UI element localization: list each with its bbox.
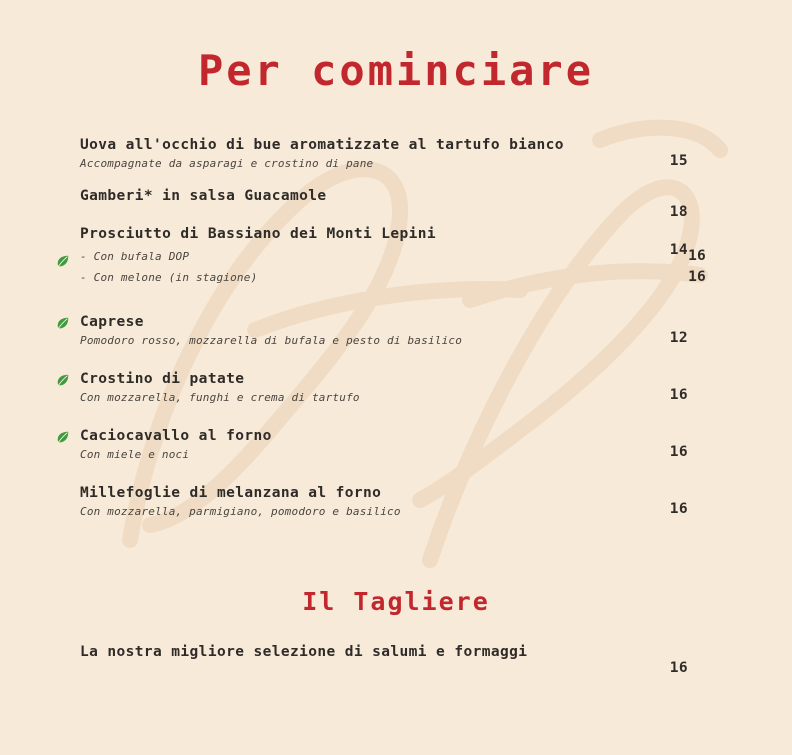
page-title: Per cominciare	[197, 46, 594, 95]
item-price: 16	[669, 660, 688, 676]
item-name: Millefoglie di melanzana al forno	[80, 485, 382, 501]
item-price: 18	[669, 204, 688, 220]
item-price: 16	[669, 444, 688, 460]
item-name: Prosciutto di Bassiano dei Monti Lepini	[80, 226, 437, 242]
menu-section-antipasti	[0, 137, 792, 518]
leaf-icon	[56, 316, 70, 330]
item-name: Uova all'occhio di bue aromatizzate al tartufo bianco	[80, 137, 564, 153]
variant-label: - Con melone (in stagione)	[80, 271, 258, 284]
list-item[interactable]	[0, 188, 792, 220]
item-name: Caciocavallo al forno	[80, 428, 272, 444]
item-name: Caprese	[80, 314, 144, 330]
list-item[interactable]	[0, 644, 792, 676]
list-item[interactable]	[80, 246, 706, 267]
list-item[interactable]	[80, 267, 706, 288]
variant-label: - Con bufala DOP	[80, 250, 190, 263]
item-description: Pomodoro rosso, mozzarella di bufala e pesto di basilico	[80, 334, 463, 347]
list-item[interactable]	[0, 314, 792, 347]
variant-price: 16	[688, 248, 706, 264]
item-name: La nostra migliore selezione di salumi e formaggi	[80, 644, 528, 660]
item-description: Accompagnate da asparagi e crostino di pane	[80, 157, 374, 170]
item-price: 16	[669, 387, 688, 403]
item-name: Gamberi* in salsa Guacamole	[80, 188, 327, 204]
item-price: 12	[669, 330, 688, 346]
item-description: Con mozzarella, parmigiano, pomodoro e basilico	[80, 505, 401, 518]
leaf-icon	[56, 430, 70, 444]
item-name: Crostino di patate	[80, 371, 245, 387]
leaf-icon	[56, 373, 70, 387]
list-item[interactable]	[0, 137, 792, 170]
list-item[interactable]	[0, 371, 792, 404]
menu-section-tagliere	[0, 644, 792, 676]
section-title-tagliere: Il Tagliere	[302, 587, 490, 616]
item-description: Con mozzarella, funghi e crema di tartufo	[80, 391, 360, 404]
list-item[interactable]	[0, 226, 792, 288]
list-item[interactable]	[0, 428, 792, 461]
item-variants	[80, 246, 706, 288]
item-price: 14	[669, 242, 688, 258]
list-item[interactable]	[0, 485, 792, 518]
item-price: 16	[669, 501, 688, 517]
variant-price: 16	[688, 269, 706, 285]
leaf-icon	[56, 254, 70, 268]
item-description: Con miele e noci	[80, 448, 190, 461]
item-price: 15	[669, 153, 688, 169]
